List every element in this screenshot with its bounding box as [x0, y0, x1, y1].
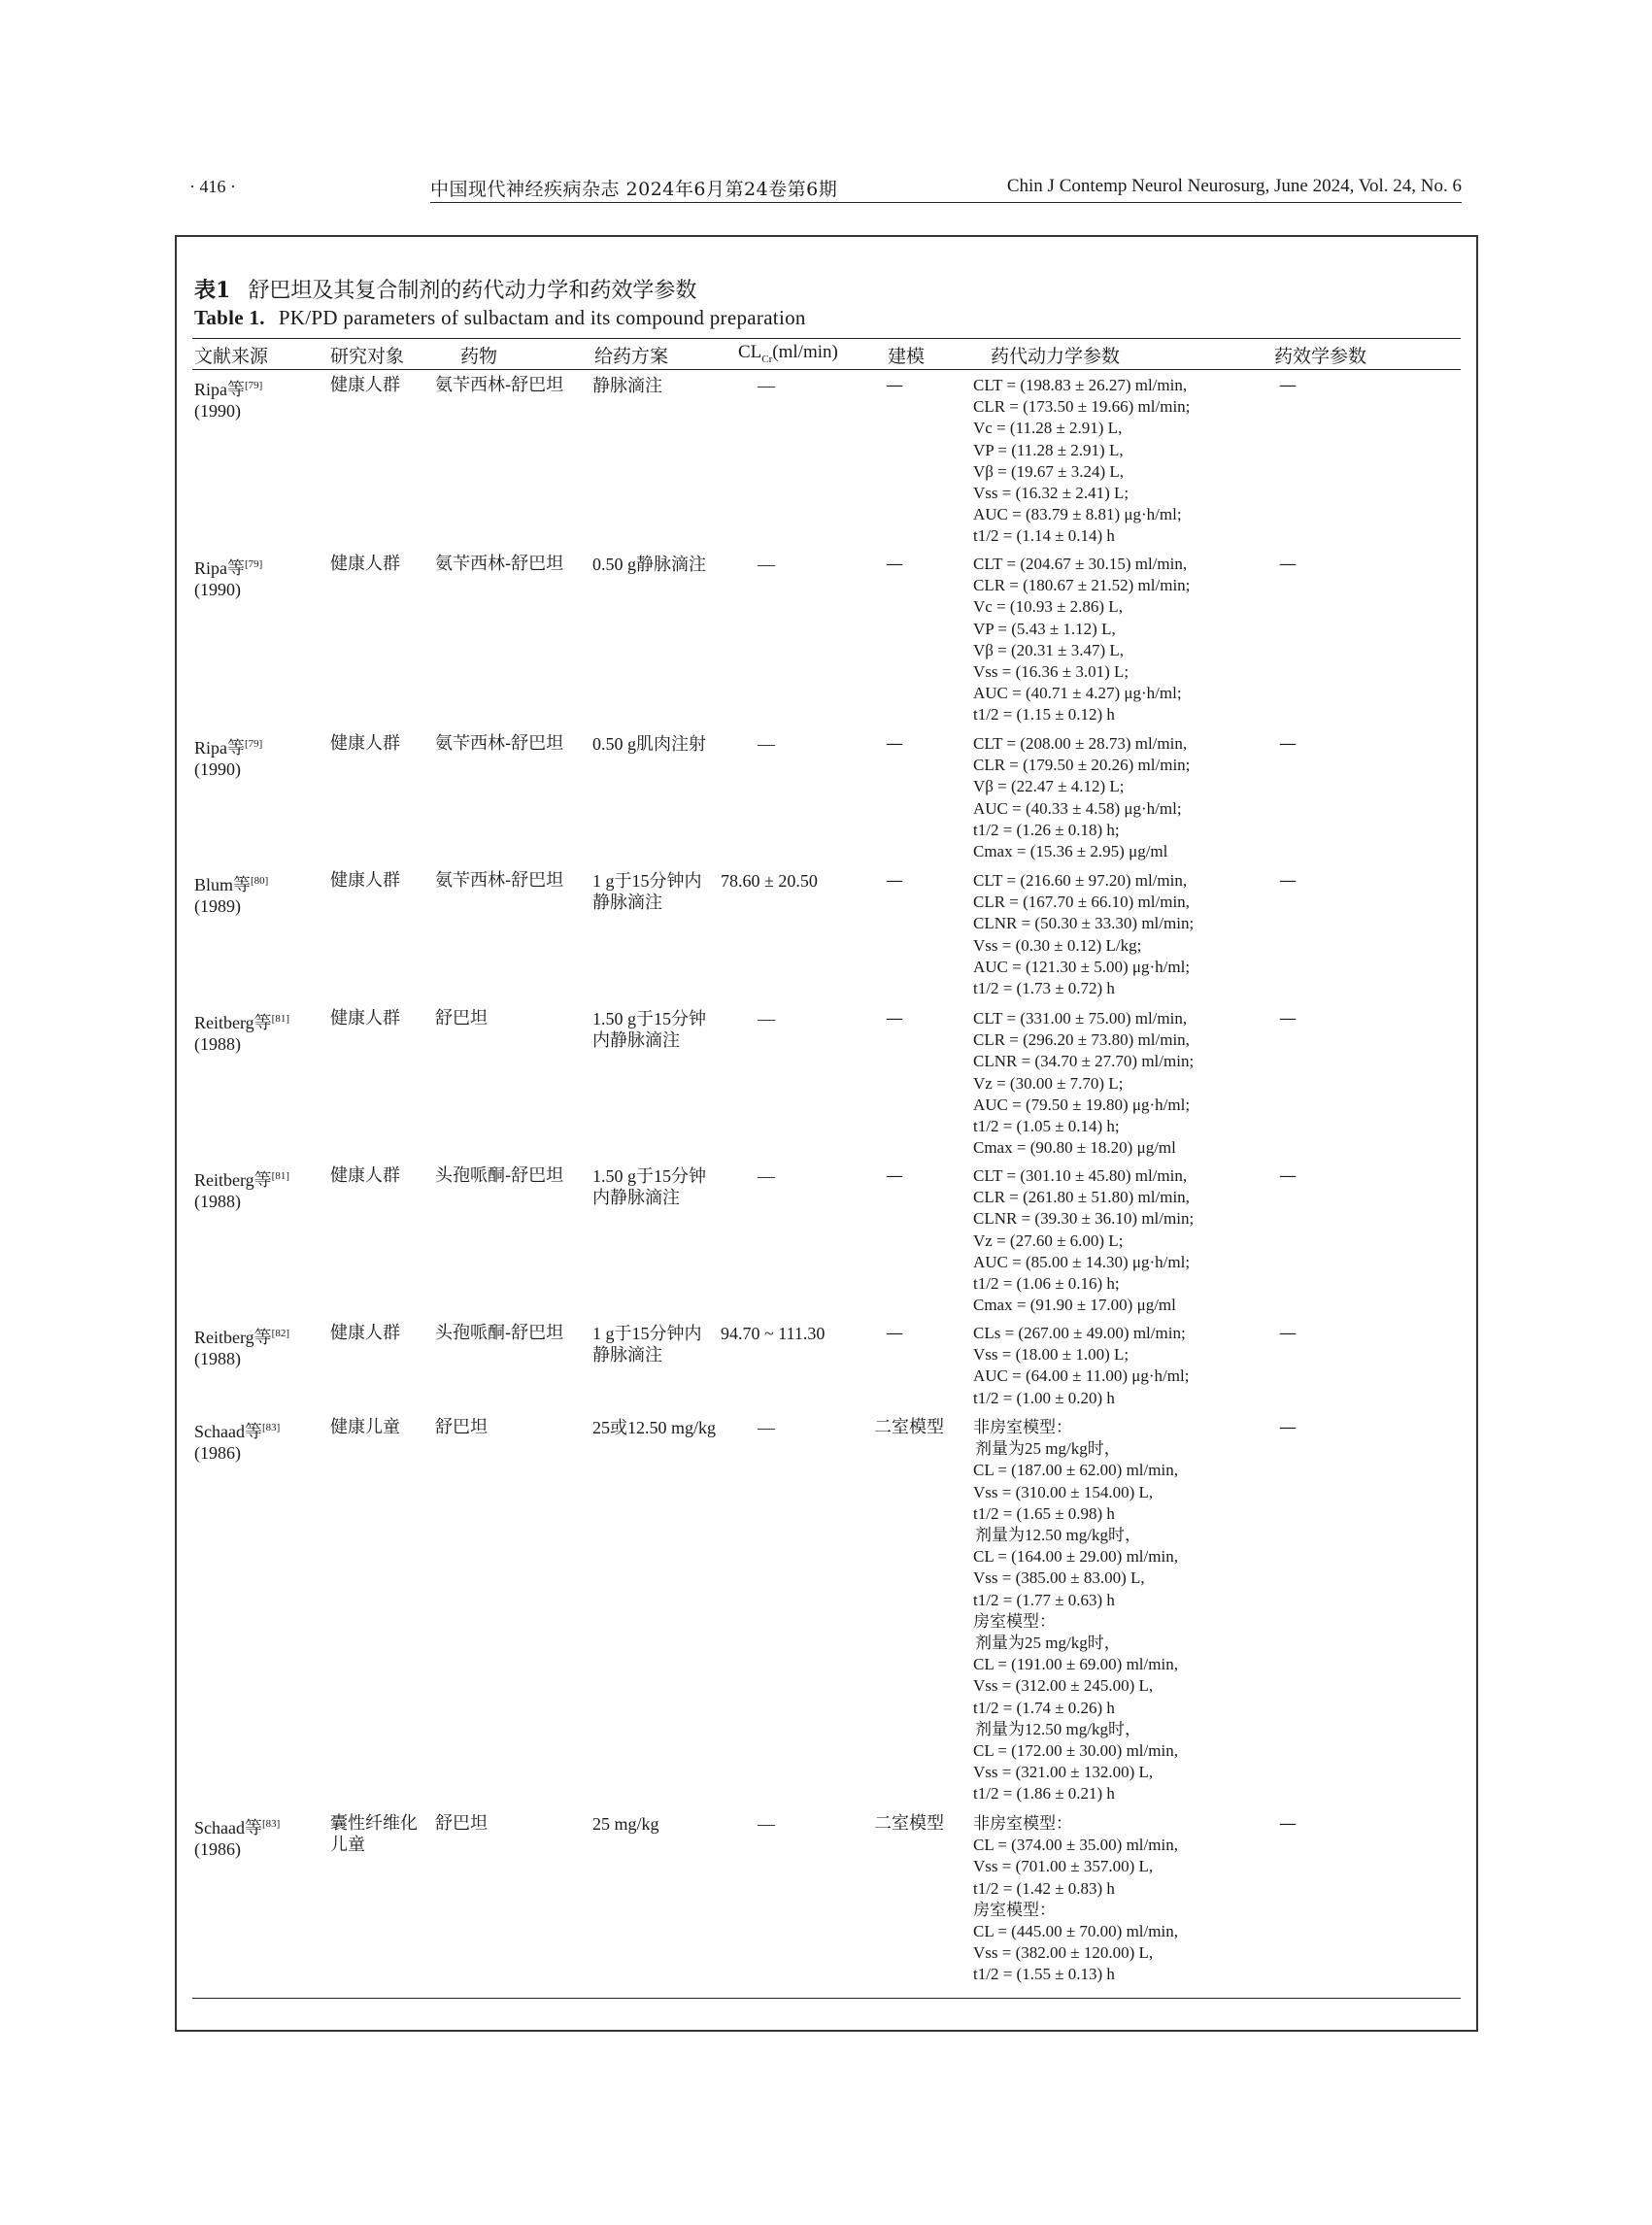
pk-parameter-line: 房室模型： [973, 1611, 1056, 1631]
column-header-subjects: 研究对象 [330, 346, 405, 367]
author: Schaad等 [194, 1818, 262, 1837]
author: Ripa等 [194, 558, 245, 578]
table-frame [175, 235, 1478, 2032]
cell-pd: — [1279, 1323, 1297, 1343]
pk-parameter-line: CLNR = (39.30 ± 36.10) ml/min; [973, 1209, 1195, 1229]
cell-subjects: 健康人群 [330, 870, 400, 891]
reference-number[interactable]: [80] [251, 875, 269, 887]
cell-drug: 舒巴坦 [435, 1008, 488, 1028]
cell-subjects: 健康人群 [330, 1165, 400, 1186]
reference-number[interactable]: [83] [261, 1422, 281, 1433]
pk-parameter-line: t1/2 = (1.00 ± 0.20) h [973, 1388, 1115, 1407]
pk-parameter-line: t1/2 = (1.55 ± 0.13) h [973, 1965, 1115, 1984]
pk-parameter-line: AUC = (40.71 ± 4.27) μg·h/ml; [973, 684, 1182, 703]
cell-regimen: 25或12.50 mg/kg [592, 1418, 717, 1437]
pk-parameter-line: t1/2 = (1.05 ± 0.14) h; [973, 1117, 1120, 1136]
cell-pk-parameters [973, 1323, 1189, 1409]
cell-source [194, 1813, 280, 1860]
pk-parameter-line: AUC = (85.00 ± 14.30) μg·h/ml; [973, 1252, 1191, 1271]
cell-drug: 氨苄西林-舒巴坦 [435, 375, 564, 395]
cell-regimen: 25 mg/kg [592, 1814, 659, 1834]
cell-drug: 头孢哌酮-舒巴坦 [435, 1323, 564, 1343]
pk-parameter-line: AUC = (83.79 ± 8.81) μg·h/ml; [973, 505, 1182, 524]
pk-parameter-line: Vss = (701.00 ± 357.00) L, [973, 1857, 1154, 1876]
column-header-regimen: 给药方案 [594, 346, 669, 367]
author: Ripa等 [194, 738, 245, 758]
year: (1990) [194, 759, 241, 780]
pk-parameter-line: 剂量为12.50 mg/kg时， [975, 1719, 1141, 1738]
pk-parameter-line: Cmax = (91.90 ± 17.00) μg/ml [973, 1296, 1176, 1315]
cell-clcr: — [758, 734, 775, 754]
cell-subjects: 健康人群 [330, 733, 400, 754]
table-bottom-rule [192, 1998, 1461, 1999]
cell-regimen: 0.50 g静脉滴注 [592, 555, 706, 574]
cell-regimen: 1.50 g于15分钟 内静脉滴注 [592, 1166, 706, 1208]
year: (1988) [194, 1034, 241, 1055]
pk-parameter-line: 房室模型： [973, 1900, 1056, 1919]
cell-pd: — [1279, 375, 1297, 395]
pk-parameter-line: CLT = (301.10 ± 45.80) ml/min, [973, 1166, 1188, 1185]
pk-parameter-line: Vss = (312.00 ± 245.00) L, [973, 1676, 1154, 1696]
cell-source [194, 733, 262, 780]
cell-pk-parameters [973, 375, 1190, 548]
pk-parameter-line: 剂量为25 mg/kg时， [975, 1439, 1121, 1459]
table-label-en: Table 1. [194, 306, 265, 329]
cell-source [194, 1323, 289, 1369]
year: (1988) [194, 1192, 241, 1212]
column-header-model: 建模 [888, 346, 926, 367]
pk-parameter-line: Vc = (11.28 ± 2.91) L, [973, 419, 1123, 438]
pk-parameter-line: CLT = (208.00 ± 28.73) ml/min, [973, 734, 1188, 753]
author: Schaad等 [194, 1422, 262, 1441]
cell-model: — [886, 870, 903, 891]
pk-parameter-line: CLR = (296.20 ± 73.80) ml/min, [973, 1030, 1190, 1050]
reference-number[interactable]: [79] [245, 380, 263, 391]
cell-drug: 氨苄西林-舒巴坦 [435, 870, 564, 891]
pk-parameter-line: CLT = (331.00 ± 75.00) ml/min, [973, 1009, 1188, 1028]
pk-parameter-line: Vz = (27.60 ± 6.00) L; [973, 1230, 1124, 1250]
pk-parameter-line: CLT = (204.67 ± 30.15) ml/min, [973, 555, 1188, 573]
table-header-rule [192, 369, 1461, 370]
pk-parameter-line: t1/2 = (1.06 ± 0.16) h; [973, 1274, 1120, 1294]
author: Reitberg等 [194, 1328, 272, 1347]
pk-parameter-line: t1/2 = (1.73 ± 0.72) h [973, 979, 1115, 998]
cell-subjects: 健康人群 [330, 554, 400, 574]
pk-parameter-line: VP = (5.43 ± 1.12) L, [973, 619, 1116, 638]
pk-parameter-line: CLR = (261.80 ± 51.80) ml/min, [973, 1188, 1190, 1207]
pk-parameter-line: CL = (187.00 ± 62.00) ml/min, [973, 1461, 1178, 1480]
year: (1988) [194, 1349, 241, 1369]
pk-parameter-line: CL = (445.00 ± 70.00) ml/min, [973, 1922, 1178, 1941]
pk-parameter-line: Vss = (310.00 ± 154.00) L, [973, 1482, 1154, 1501]
table-caption-en [194, 306, 806, 330]
cell-pk-parameters [973, 1008, 1194, 1159]
pk-parameter-line: Vss = (382.00 ± 120.00) L, [973, 1943, 1154, 1963]
pk-parameter-line: Vss = (0.30 ± 0.12) L/kg; [973, 935, 1142, 955]
pk-parameter-line: CLNR = (50.30 ± 33.30) ml/min; [973, 914, 1195, 933]
cell-pk-parameters [973, 1813, 1178, 1986]
pk-parameter-line: CLR = (180.67 ± 21.52) ml/min; [973, 576, 1191, 595]
journal-title-cn: 中国现代神经疾病杂志 2024年6月第24卷第6期 [430, 179, 838, 200]
page-number: · 416 · [189, 177, 236, 196]
cell-subjects: 健康人群 [330, 375, 400, 395]
pk-parameter-line: CLs = (267.00 ± 49.00) ml/min; [973, 1324, 1186, 1342]
author: Reitberg等 [194, 1170, 272, 1190]
cell-source [194, 870, 268, 917]
pk-parameter-line: Vβ = (20.31 ± 3.47) L, [973, 640, 1125, 659]
cell-clcr: — [758, 1814, 775, 1834]
cell-clcr: — [758, 376, 775, 395]
pk-parameter-line: t1/2 = (1.77 ± 0.63) h [973, 1590, 1115, 1609]
year: (1986) [194, 1443, 241, 1464]
pk-parameter-line: t1/2 = (1.15 ± 0.12) h [973, 705, 1115, 725]
reference-number[interactable]: [81] [271, 1170, 289, 1182]
cell-model: 二室模型 [874, 1813, 944, 1834]
cell-pk-parameters [973, 1417, 1178, 1805]
cell-pd: — [1279, 1813, 1297, 1834]
clcr-unit: (ml/min) [772, 342, 838, 362]
cell-clcr: 78.60 ± 20.50 [721, 871, 818, 891]
pk-parameter-line: t1/2 = (1.26 ± 0.18) h; [973, 820, 1120, 839]
author: Reitberg等 [194, 1013, 272, 1032]
table-caption-cn [194, 274, 696, 304]
pk-parameter-line: AUC = (40.33 ± 4.58) μg·h/ml; [973, 798, 1182, 818]
cell-subjects: 健康儿童 [330, 1417, 400, 1437]
pk-parameter-line: CLT = (216.60 ± 97.20) ml/min, [973, 871, 1188, 890]
pk-parameter-line: VP = (11.28 ± 2.91) L, [973, 440, 1124, 459]
pk-parameter-line: AUC = (121.30 ± 5.00) μg·h/ml; [973, 957, 1191, 976]
cell-model: 二室模型 [874, 1417, 944, 1437]
cell-model: — [886, 554, 903, 574]
cell-regimen: 0.50 g肌肉注射 [592, 734, 706, 754]
cell-subjects: 健康人群 [330, 1008, 400, 1028]
cell-subjects: 健康人群 [330, 1323, 400, 1343]
cell-regimen: 1 g于15分钟内 静脉滴注 [592, 871, 702, 913]
cell-pd: — [1279, 733, 1297, 754]
pk-parameter-line: Vss = (16.32 ± 2.41) L; [973, 484, 1129, 503]
pk-parameter-line: AUC = (64.00 ± 11.00) μg·h/ml; [973, 1366, 1190, 1386]
column-header-pd: 药效学参数 [1274, 346, 1367, 367]
column-header-drug: 药物 [460, 346, 498, 367]
cell-model: — [886, 1008, 903, 1028]
cell-pd: — [1279, 1008, 1297, 1028]
page-header [189, 175, 1462, 208]
clcr-symbol: CL [738, 342, 762, 362]
table-title-cn: 舒巴坦及其复合制剂的药代动力学和药效学参数 [248, 279, 697, 303]
year: (1986) [194, 1839, 241, 1860]
cell-subjects: 囊性纤维化 儿童 [330, 1813, 418, 1856]
year: (1990) [194, 401, 241, 421]
year: (1989) [194, 896, 241, 917]
cell-model: — [886, 375, 903, 395]
pk-parameter-line: AUC = (79.50 ± 19.80) μg·h/ml; [973, 1095, 1191, 1114]
pk-parameter-line: Vβ = (19.67 ± 3.24) L, [973, 461, 1125, 481]
cell-pk-parameters [973, 733, 1190, 862]
pk-parameter-line: CLR = (179.50 ± 20.26) ml/min; [973, 756, 1191, 775]
reference-number[interactable]: [79] [245, 558, 263, 570]
cell-clcr: — [758, 1166, 775, 1186]
pk-parameter-line: CL = (374.00 ± 35.00) ml/min, [973, 1836, 1178, 1855]
pk-parameter-line: t1/2 = (1.65 ± 0.98) h [973, 1503, 1115, 1523]
cell-clcr: 94.70 ~ 111.30 [721, 1324, 826, 1343]
year: (1990) [194, 580, 241, 600]
column-header-pk: 药代动力学参数 [991, 346, 1121, 367]
pk-parameter-line: CL = (191.00 ± 69.00) ml/min, [973, 1655, 1178, 1674]
pk-parameter-line: CL = (172.00 ± 30.00) ml/min, [973, 1741, 1178, 1761]
cell-clcr: — [758, 1009, 775, 1028]
pk-parameter-line: CL = (164.00 ± 29.00) ml/min, [973, 1547, 1178, 1567]
cell-clcr: — [758, 1418, 775, 1437]
author: Ripa等 [194, 380, 245, 399]
pk-parameter-line: t1/2 = (1.42 ± 0.83) h [973, 1878, 1115, 1898]
cell-source [194, 1165, 289, 1212]
pk-parameter-line: CLR = (167.70 ± 66.10) ml/min, [973, 893, 1190, 912]
cell-drug: 舒巴坦 [435, 1813, 488, 1834]
pk-parameter-line: Vz = (30.00 ± 7.70) L; [973, 1073, 1124, 1093]
cell-pd: — [1279, 1417, 1297, 1437]
cell-pd: — [1279, 554, 1297, 574]
pk-parameter-line: 剂量为25 mg/kg时， [975, 1634, 1121, 1653]
table-label-cn: 表1 [194, 278, 231, 303]
journal-title-en: Chin J Contemp Neurol Neurosurg, June 2024, Vol. 24, No. 6 [1006, 176, 1462, 196]
reference-number[interactable]: [82] [271, 1328, 289, 1339]
cell-model: — [886, 1165, 903, 1186]
table-top-rule [192, 338, 1461, 339]
pk-parameter-line: CLR = (173.50 ± 19.66) ml/min; [973, 397, 1191, 417]
cell-drug: 氨苄西林-舒巴坦 [435, 733, 564, 754]
cell-source [194, 1417, 280, 1464]
pk-parameter-line: 非房室模型： [973, 1814, 1072, 1833]
pk-parameter-line: t1/2 = (1.74 ± 0.26) h [973, 1698, 1115, 1717]
pk-parameter-line: t1/2 = (1.14 ± 0.14) h [973, 526, 1115, 546]
cell-pk-parameters [973, 870, 1194, 999]
cell-pd: — [1279, 870, 1297, 891]
reference-number[interactable]: [83] [261, 1818, 281, 1830]
cell-drug: 舒巴坦 [435, 1417, 488, 1437]
pk-parameter-line: Vss = (18.00 ± 1.00) L; [973, 1345, 1129, 1365]
reference-number[interactable]: [79] [245, 738, 263, 750]
pk-parameter-line: Vc = (10.93 ± 2.86) L, [973, 597, 1123, 617]
pk-parameter-line: Cmax = (15.36 ± 2.95) μg/ml [973, 842, 1168, 861]
column-header-source: 文献来源 [194, 346, 269, 367]
cell-model: — [886, 1323, 903, 1343]
pk-parameter-line: 非房室模型： [973, 1418, 1072, 1436]
pk-parameter-line: CLT = (198.83 ± 26.27) ml/min, [973, 376, 1188, 394]
cell-regimen: 1.50 g于15分钟 内静脉滴注 [592, 1009, 706, 1051]
cell-drug: 头孢哌酮-舒巴坦 [435, 1165, 564, 1186]
pk-parameter-line: 剂量为12.50 mg/kg时， [975, 1526, 1141, 1545]
clcr-subscript: Cr [761, 353, 773, 365]
cell-clcr: — [758, 555, 775, 574]
cell-regimen: 1 g于15分钟内 静脉滴注 [592, 1324, 702, 1365]
pk-parameter-line: Vss = (321.00 ± 132.00) L, [973, 1763, 1154, 1782]
pk-parameter-line: t1/2 = (1.86 ± 0.21) h [973, 1784, 1115, 1804]
pk-parameter-line: CLNR = (34.70 ± 27.70) ml/min; [973, 1052, 1195, 1071]
cell-source [194, 375, 262, 421]
cell-regimen: 静脉滴注 [592, 376, 662, 395]
pk-parameter-line: Cmax = (90.80 ± 18.20) μg/ml [973, 1138, 1176, 1158]
column-header-clcr [738, 342, 838, 365]
table-title-en: PK/PD parameters of sulbactam and its compound preparation [278, 306, 806, 329]
cell-pd: — [1279, 1165, 1297, 1186]
reference-number[interactable]: [81] [271, 1013, 289, 1025]
cell-source [194, 554, 262, 600]
cell-source [194, 1008, 289, 1055]
cell-pk-parameters [973, 1165, 1194, 1316]
pk-parameter-line: Vss = (16.36 ± 3.01) L; [973, 662, 1129, 682]
cell-pk-parameters [973, 554, 1190, 726]
cell-drug: 氨苄西林-舒巴坦 [435, 554, 564, 574]
journal-running-head [430, 175, 1462, 203]
author: Blum等 [194, 875, 252, 894]
pk-parameter-line: Vβ = (22.47 ± 4.12) L; [973, 777, 1125, 796]
cell-model: — [886, 733, 903, 754]
pk-parameter-line: Vss = (385.00 ± 83.00) L, [973, 1568, 1145, 1588]
